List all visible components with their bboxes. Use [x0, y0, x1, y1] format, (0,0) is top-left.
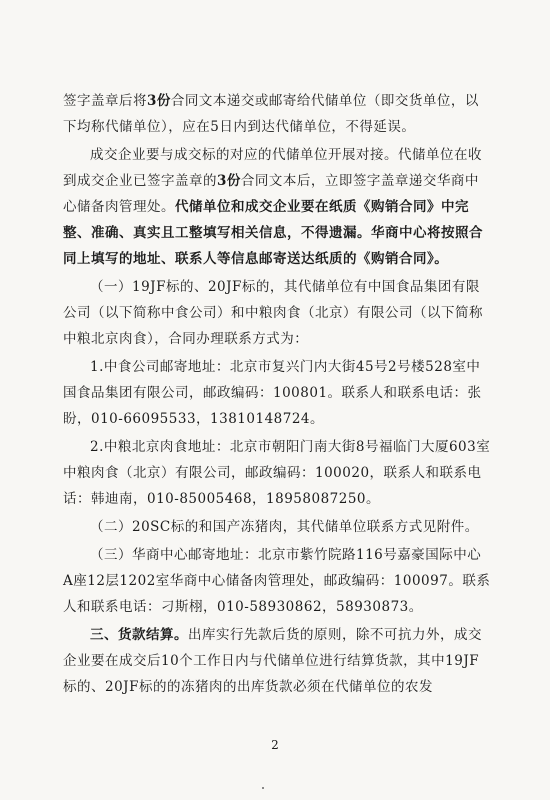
- paragraph-contact-zhongliang: [63, 434, 491, 512]
- paragraph-contract-delivery: [63, 88, 491, 140]
- paragraph-payment: [63, 622, 491, 700]
- text-segment: 2.中粮北京肉食地址：北京市朝阳门南大街8号福临门大厦603室中粮肉食（北京）有限公司，邮政编码：100020，联系人和联系电话：韩迪南，010-85005468，18958087250。: [63, 439, 491, 507]
- text-segment: 1.中食公司邮寄地址：北京市复兴门内大街45号2号楼528室中国食品集团有限公司，邮政编码：100801。联系人和联系电话：张盼，010-66095533，13810148724。: [63, 359, 482, 427]
- text-segment: （三）华商中心邮寄地址：北京市紫竹院路116号嘉豪国际中心A座12层1202室华商中心储备肉管理处，邮政编码：100097。联系人和联系电话：刁斯栩，010-58930862，58930873。: [63, 547, 491, 615]
- paragraph-docking: [63, 142, 491, 272]
- text-segment: （二）20SC标的和国产冻猪肉，其代储单位联系方式见附件。: [90, 519, 479, 535]
- text-segment: 签字盖章后将: [63, 93, 147, 109]
- bold-segment: 3份: [217, 173, 241, 189]
- paragraph-section-3: [63, 542, 491, 620]
- bold-segment: 代储单位和成交企业要在纸质《购销合同》中完整、准确、真实且工整填写相关信息，不得遗漏。华商中心将按照合同上填写的地址、联系人等信息邮寄送达纸质的《购销合同》。: [63, 199, 483, 267]
- scan-speck: [262, 787, 264, 789]
- text-segment: 合同文本后，立即签字盖章递交华商中心储备肉管理处。: [63, 173, 479, 215]
- paragraph-contact-zhongshi: [63, 354, 491, 432]
- section-heading: 三、货款结算。: [90, 627, 188, 643]
- page-number: 2: [271, 738, 279, 752]
- document-body: [63, 88, 491, 702]
- text-segment: 合同文本递交或邮寄给代储单位（即交货单位，以下均称代储单位），应在5日内到达代储单位，不得延误。: [63, 93, 479, 135]
- text-segment: 成交企业要与成交标的对应的代储单位开展对接。代储单位在收到成交企业已签字盖章的: [63, 147, 482, 189]
- text-segment: （一）19JF标的、20JF标的，其代储单位有中国食品集团有限公司（以下简称中食公司）和中粮肉食（北京）有限公司（以下简称中粮北京肉食），合同办理联系方式为：: [63, 279, 483, 347]
- paragraph-section-1: [63, 274, 491, 352]
- text-segment: 出库实行先款后货的原则，除不可抗力外，成交企业要在成交后10个工作日内与代储单位进行结算货款，其中19JF标的、20JF标的的冻猪肉的出库货款必须在代储单位的农发: [63, 627, 482, 695]
- bold-segment: 3份: [147, 93, 171, 109]
- paragraph-section-2: [63, 514, 491, 540]
